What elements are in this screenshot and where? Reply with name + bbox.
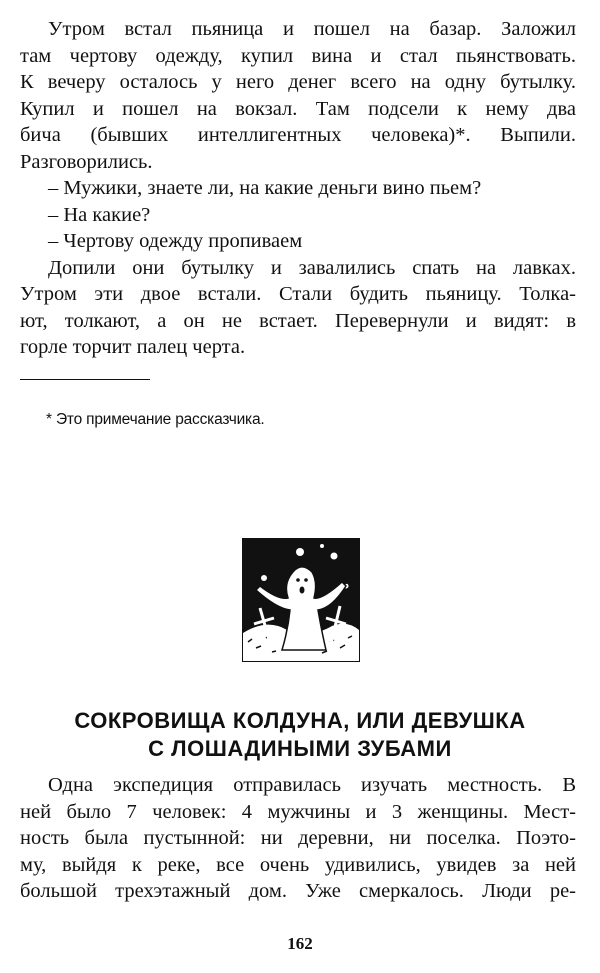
story-paragraph-2 — [20, 772, 576, 905]
dialogue-line: – Чертову одежду пропиваем — [48, 230, 303, 252]
story-paragraph-1 — [20, 16, 576, 361]
text-line: ней было 7 человек: 4 мужчины и 3 женщины. Мест- — [20, 800, 576, 823]
text-line: Купил и пошел на вокзал. Там подсели к нему два — [20, 97, 576, 120]
text-line: бича (бывших интеллигентных человека)*. Выпили. — [20, 124, 576, 146]
text-line: Одна экспедиция отправилась изучать местность. В — [48, 774, 576, 796]
dialogue-line: – На какие? — [48, 203, 151, 226]
story-title-line-1: СОКРОВИЩА КОЛДУНА, ИЛИ ДЕВУШКА — [74, 708, 526, 733]
footnote: * Это примечание рассказчика. — [46, 411, 265, 428]
text-line: Допили они бутылку и завалились спать на лавках. — [48, 256, 576, 279]
footnote-divider — [20, 379, 150, 380]
text-line: большой трехэтажный дом. Уже смеркалось. Люди ре- — [20, 880, 576, 902]
story-title-line-2: С ЛОШАДИНЫМИ ЗУБАМИ — [148, 736, 452, 761]
text-line: му, выйдя к реке, все очень удивились, увидев за ней — [20, 853, 576, 876]
text-line: К вечеру осталось у него денег всего на одну бутылку. — [20, 71, 576, 93]
text-line: горле торчит палец черта. — [20, 336, 246, 358]
dialogue-line: – Мужики, знаете ли, на какие деньги вино пьем? — [48, 177, 482, 199]
text-line: ность была пустынной: ни деревни, ни поселка. Поэто- — [20, 827, 576, 849]
text-line: ют, толкают, а он не встает. Перевернули и видят: в — [20, 309, 576, 332]
page-number: 162 — [287, 934, 313, 953]
text-line: Разговорились. — [20, 150, 153, 173]
text-line: Утром встал пьяница и пошел на базар. Заложил — [48, 18, 576, 40]
ghost-illustration — [242, 538, 360, 662]
text-line: Утром эти двое встали. Стали будить пьяницу. Толка- — [20, 283, 576, 305]
text-line: там чертову одежду, купил вина и стал пьянствовать. — [20, 44, 576, 67]
